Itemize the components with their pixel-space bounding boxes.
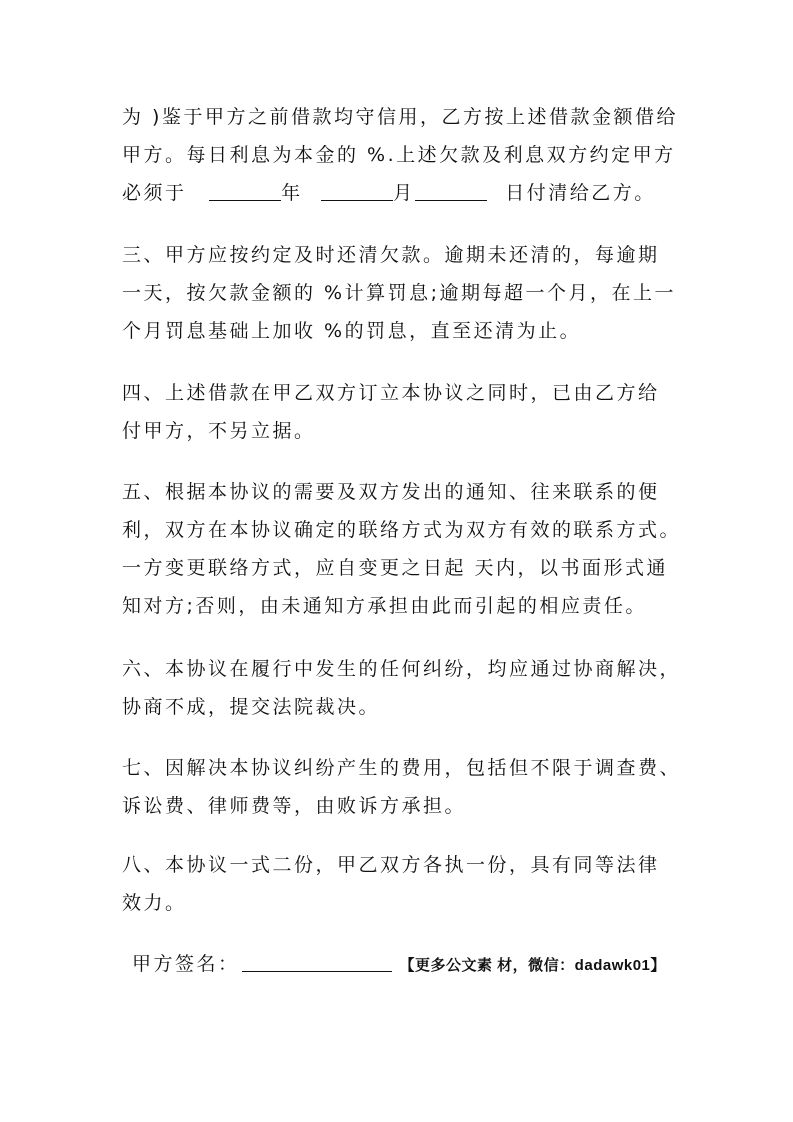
text-line-due-date bbox=[122, 174, 682, 212]
text-line: 一天，按欠款金额的 %计算罚息;逾期每超一个月，在上一 bbox=[122, 282, 676, 304]
paragraph-loan-terms bbox=[122, 98, 682, 212]
text-line: 诉讼费、律师费等，由败诉方承担。 bbox=[122, 795, 467, 817]
signature-line bbox=[132, 945, 666, 985]
year-blank bbox=[209, 178, 281, 201]
clause-3 bbox=[122, 236, 682, 350]
text-line: 知对方;否则，由未通知方承担由此而引起的相应责任。 bbox=[122, 595, 647, 617]
clause-8 bbox=[122, 846, 682, 922]
text-line: 五、根据本协议的需要及双方发出的通知、往来联系的便 bbox=[122, 481, 660, 503]
text-line: 八、本协议一式二份，甲乙双方各执一份，具有同等法律 bbox=[122, 854, 660, 876]
text-line: 七、因解决本协议纠纷产生的费用，包括但不限于调查费、 bbox=[122, 757, 682, 779]
due-date-prefix: 必须于 bbox=[122, 182, 187, 204]
text-line: 一方变更联络方式，应自变更之日起 天内，以书面形式通 bbox=[122, 557, 669, 579]
text-line: 效力。 bbox=[122, 892, 187, 914]
clause-4 bbox=[122, 374, 682, 450]
text-line: 利，双方在本协议确定的联络方式为双方有效的联系方式。 bbox=[122, 519, 682, 541]
month-blank bbox=[321, 178, 393, 201]
year-label: 年 bbox=[281, 182, 303, 204]
text-line: 四、上述借款在甲乙双方订立本协议之同时，已由乙方给 bbox=[122, 382, 660, 404]
text-line: 个月罚息基础上加收 %的罚息，直至还清为止。 bbox=[122, 320, 582, 342]
clause-6 bbox=[122, 650, 682, 726]
text-line: 付甲方，不另立据。 bbox=[122, 420, 316, 442]
day-label: 日付清给乙方。 bbox=[505, 182, 656, 204]
day-blank bbox=[415, 178, 487, 201]
footer-note: 【更多公文素 材，微信：dadawk01】 bbox=[399, 957, 666, 974]
text-line: 协商不成，提交法院裁决。 bbox=[122, 696, 381, 718]
text-line: 甲方。每日利息为本金的 %.上述欠款及利息双方约定甲方 bbox=[122, 144, 676, 166]
clause-5 bbox=[122, 473, 682, 625]
signature-label: 甲方签名： bbox=[132, 953, 240, 975]
text-line: 三、甲方应按约定及时还清欠款。逾期未还清的，每逾期 bbox=[122, 244, 660, 266]
text-line: 为 )鉴于甲方之前借款均守信用，乙方按上述借款金额借给 bbox=[122, 106, 678, 128]
clause-7 bbox=[122, 749, 682, 825]
text-line: 六、本协议在履行中发生的任何纠纷，均应通过协商解决， bbox=[122, 658, 682, 680]
signature-blank bbox=[242, 949, 392, 972]
month-label: 月 bbox=[393, 182, 415, 204]
